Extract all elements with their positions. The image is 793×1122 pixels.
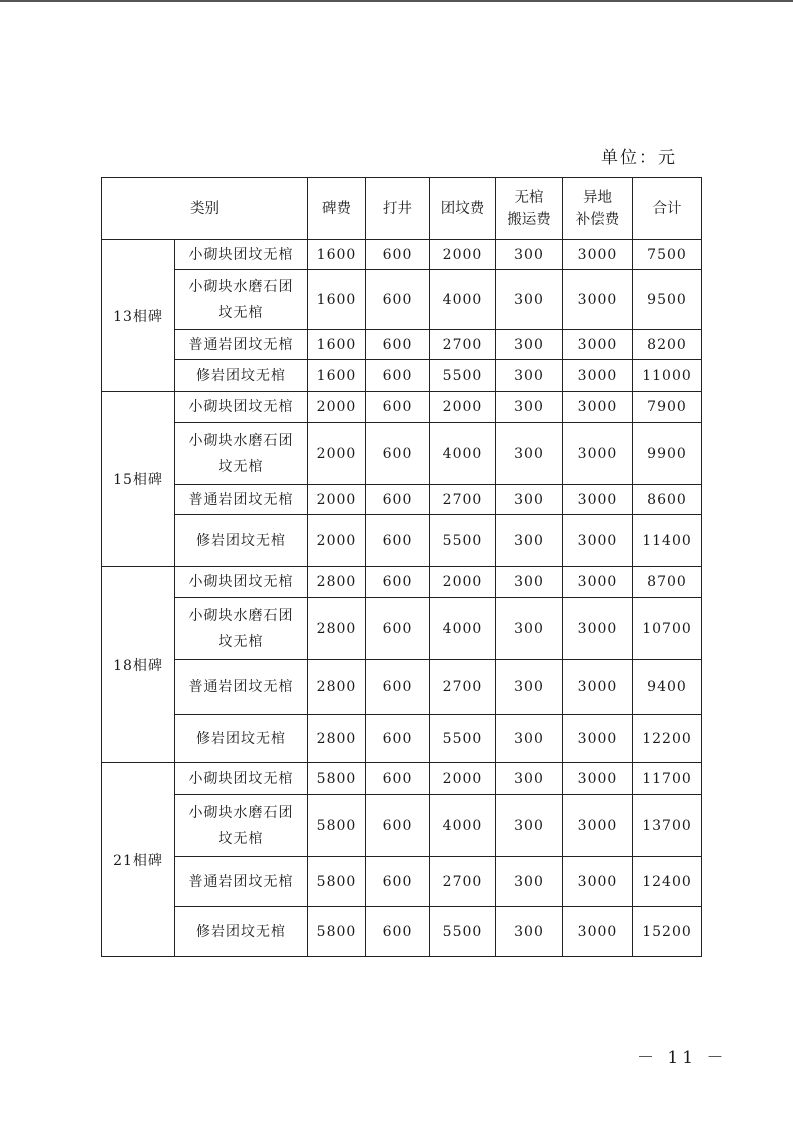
value-cell: 600 — [366, 330, 430, 360]
table-row — [102, 423, 702, 485]
header-total: 合计 — [633, 178, 702, 240]
value-cell: 600 — [366, 763, 430, 795]
value-cell: 2000 — [430, 567, 496, 598]
value-cell: 600 — [366, 515, 430, 567]
value-cell: 300 — [496, 270, 563, 330]
value-cell: 300 — [496, 240, 563, 270]
page-number: － 11 － — [637, 1048, 728, 1068]
value-cell: 5800 — [308, 857, 366, 907]
value-cell: 300 — [496, 485, 563, 515]
group-name-cell: 21相碑 — [102, 763, 175, 957]
value-cell: 600 — [366, 715, 430, 763]
value-cell: 2800 — [308, 660, 366, 715]
value-cell: 8700 — [633, 567, 702, 598]
table-row — [102, 715, 702, 763]
value-cell: 1600 — [308, 330, 366, 360]
value-cell: 3000 — [563, 598, 633, 660]
value-cell: 5800 — [308, 907, 366, 957]
value-cell: 5800 — [308, 795, 366, 857]
value-cell: 2000 — [430, 240, 496, 270]
header-relocation-line2: 补偿费 — [575, 211, 620, 228]
header-transport-fee — [496, 178, 563, 240]
value-cell: 1600 — [308, 240, 366, 270]
tomb-type-cell: 普通岩团坟无棺 — [175, 330, 308, 360]
value-cell: 9400 — [633, 660, 702, 715]
tomb-type-cell: 修岩团坟无棺 — [175, 907, 308, 957]
value-cell: 300 — [496, 907, 563, 957]
value-cell: 2700 — [430, 660, 496, 715]
value-cell: 11000 — [633, 360, 702, 392]
value-cell: 600 — [366, 392, 430, 423]
table-row — [102, 392, 702, 423]
tomb-type-line: 小砌块水磨石团 — [188, 432, 294, 449]
value-cell: 8600 — [633, 485, 702, 515]
tomb-type-line: 小砌块水磨石团 — [188, 607, 294, 624]
value-cell: 5800 — [308, 763, 366, 795]
tomb-type-cell: 修岩团坟无棺 — [175, 360, 308, 392]
tomb-type-cell: 小砌块团坟无棺 — [175, 567, 308, 598]
header-transport-line1: 无棺 — [514, 189, 544, 206]
value-cell: 300 — [496, 795, 563, 857]
value-cell: 7500 — [633, 240, 702, 270]
value-cell: 4000 — [430, 598, 496, 660]
table-row — [102, 907, 702, 957]
value-cell: 3000 — [563, 330, 633, 360]
value-cell: 300 — [496, 763, 563, 795]
value-cell: 300 — [496, 598, 563, 660]
group-name-cell: 18相碑 — [102, 567, 175, 763]
value-cell: 300 — [496, 330, 563, 360]
value-cell: 300 — [496, 715, 563, 763]
value-cell: 600 — [366, 240, 430, 270]
value-cell: 9500 — [633, 270, 702, 330]
tomb-type-cell: 修岩团坟无棺 — [175, 515, 308, 567]
tomb-type-cell — [175, 598, 308, 660]
group-name-cell: 15相碑 — [102, 392, 175, 567]
value-cell: 600 — [366, 423, 430, 485]
value-cell: 10700 — [633, 598, 702, 660]
table-row — [102, 763, 702, 795]
tomb-type-cell: 普通岩团坟无棺 — [175, 660, 308, 715]
value-cell: 600 — [366, 270, 430, 330]
table-row — [102, 567, 702, 598]
value-cell: 3000 — [563, 567, 633, 598]
table-row — [102, 660, 702, 715]
tomb-type-cell: 修岩团坟无棺 — [175, 715, 308, 763]
table-body — [102, 240, 702, 957]
table-row — [102, 795, 702, 857]
table-row — [102, 360, 702, 392]
value-cell: 12400 — [633, 857, 702, 907]
tomb-type-line: 小砌块水磨石团 — [188, 278, 294, 295]
value-cell: 5500 — [430, 715, 496, 763]
group-name-cell: 13相碑 — [102, 240, 175, 392]
value-cell: 2000 — [308, 392, 366, 423]
header-tablet-fee: 碑费 — [308, 178, 366, 240]
tomb-type-cell — [175, 423, 308, 485]
header-group-tomb-fee: 团坟费 — [430, 178, 496, 240]
value-cell: 600 — [366, 907, 430, 957]
value-cell: 2800 — [308, 715, 366, 763]
value-cell: 1600 — [308, 360, 366, 392]
table-row — [102, 330, 702, 360]
value-cell: 600 — [366, 485, 430, 515]
value-cell: 300 — [496, 515, 563, 567]
table-row — [102, 270, 702, 330]
value-cell: 5500 — [430, 360, 496, 392]
value-cell: 7900 — [633, 392, 702, 423]
value-cell: 300 — [496, 567, 563, 598]
tomb-type-line: 坟无棺 — [218, 304, 264, 321]
value-cell: 600 — [366, 598, 430, 660]
tomb-type-cell: 普通岩团坟无棺 — [175, 857, 308, 907]
value-cell: 3000 — [563, 515, 633, 567]
value-cell: 3000 — [563, 907, 633, 957]
value-cell: 2700 — [430, 330, 496, 360]
value-cell: 3000 — [563, 240, 633, 270]
value-cell: 300 — [496, 857, 563, 907]
value-cell: 600 — [366, 795, 430, 857]
table-row — [102, 857, 702, 907]
tomb-type-cell: 小砌块团坟无棺 — [175, 392, 308, 423]
value-cell: 2800 — [308, 598, 366, 660]
value-cell: 2000 — [430, 763, 496, 795]
value-cell: 300 — [496, 423, 563, 485]
value-cell: 600 — [366, 567, 430, 598]
tomb-type-cell — [175, 795, 308, 857]
value-cell: 3000 — [563, 392, 633, 423]
value-cell: 4000 — [430, 423, 496, 485]
value-cell: 9900 — [633, 423, 702, 485]
header-row — [102, 178, 702, 240]
value-cell: 300 — [496, 360, 563, 392]
value-cell: 3000 — [563, 485, 633, 515]
page-top-edge — [0, 0, 793, 2]
value-cell: 5500 — [430, 515, 496, 567]
tomb-type-line: 坟无棺 — [218, 633, 264, 650]
tomb-type-cell: 小砌块团坟无棺 — [175, 240, 308, 270]
value-cell: 600 — [366, 857, 430, 907]
unit-label: 单位：元 — [601, 148, 677, 168]
value-cell: 300 — [496, 392, 563, 423]
tomb-type-line: 坟无棺 — [218, 830, 264, 847]
header-relocation-compensation — [563, 178, 633, 240]
value-cell: 11400 — [633, 515, 702, 567]
header-relocation-line1: 异地 — [583, 189, 612, 206]
value-cell: 12200 — [633, 715, 702, 763]
value-cell: 2800 — [308, 567, 366, 598]
value-cell: 4000 — [430, 270, 496, 330]
value-cell: 2700 — [430, 485, 496, 515]
header-well-digging: 打井 — [366, 178, 430, 240]
value-cell: 3000 — [563, 360, 633, 392]
fee-table — [101, 177, 702, 957]
value-cell: 11700 — [633, 763, 702, 795]
value-cell: 2000 — [308, 515, 366, 567]
header-transport-line2: 搬运费 — [507, 211, 551, 228]
value-cell: 13700 — [633, 795, 702, 857]
value-cell: 3000 — [563, 795, 633, 857]
value-cell: 3000 — [563, 857, 633, 907]
value-cell: 2000 — [308, 485, 366, 515]
value-cell: 2700 — [430, 857, 496, 907]
value-cell: 600 — [366, 660, 430, 715]
value-cell: 1600 — [308, 270, 366, 330]
table-row — [102, 485, 702, 515]
value-cell: 3000 — [563, 763, 633, 795]
value-cell: 4000 — [430, 795, 496, 857]
value-cell: 3000 — [563, 270, 633, 330]
value-cell: 15200 — [633, 907, 702, 957]
table-row — [102, 240, 702, 270]
value-cell: 5500 — [430, 907, 496, 957]
value-cell: 300 — [496, 660, 563, 715]
tomb-type-cell — [175, 270, 308, 330]
value-cell: 3000 — [563, 715, 633, 763]
value-cell: 2000 — [308, 423, 366, 485]
header-category: 类别 — [102, 178, 308, 240]
table-row — [102, 515, 702, 567]
value-cell: 8200 — [633, 330, 702, 360]
tomb-type-cell: 小砌块团坟无棺 — [175, 763, 308, 795]
value-cell: 600 — [366, 360, 430, 392]
value-cell: 2000 — [430, 392, 496, 423]
tomb-type-line: 小砌块水磨石团 — [188, 804, 294, 821]
tomb-type-line: 坟无棺 — [218, 458, 264, 475]
value-cell: 3000 — [563, 423, 633, 485]
tomb-type-cell: 普通岩团坟无棺 — [175, 485, 308, 515]
value-cell: 3000 — [563, 660, 633, 715]
table-row — [102, 598, 702, 660]
